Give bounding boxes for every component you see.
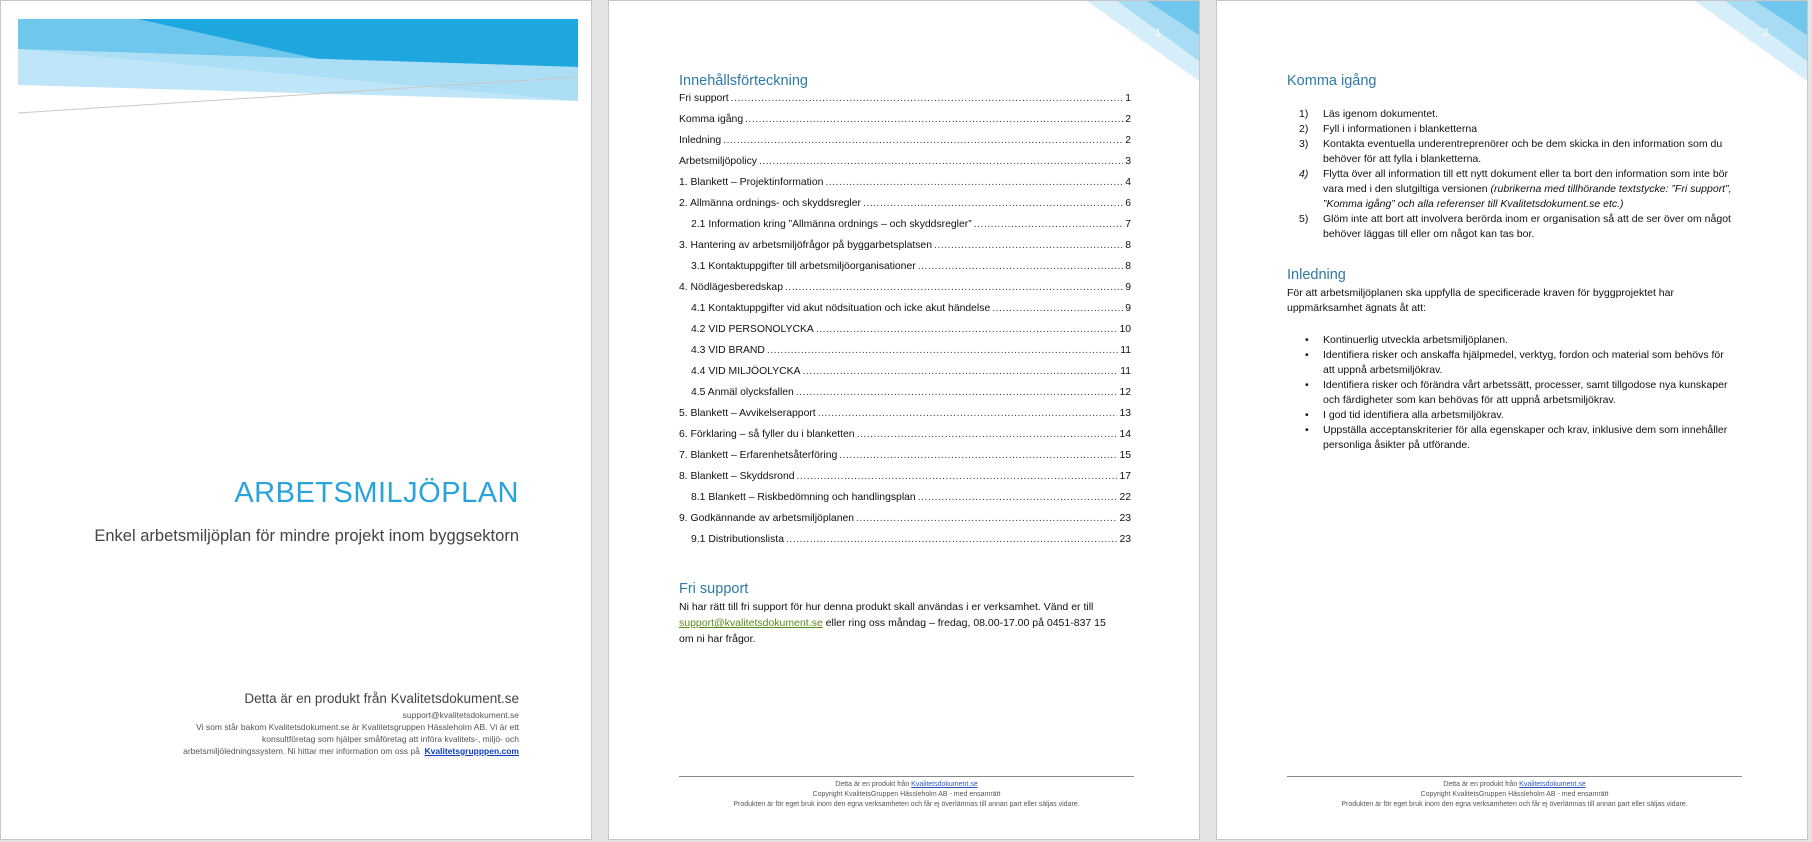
toc-entry-title: 9. Godkännande av arbetsmiljöplanen — [679, 513, 855, 524]
toc-entry-page: 3 — [1125, 156, 1131, 167]
step-text — [1323, 137, 1732, 167]
intro-paragraph: För att arbetsmiljöplanen ska uppfylla de specificerade kraven för byggprojektet har uppmärksamhet ägnats åt att: — [1287, 287, 1674, 314]
page-number: 2 — [1762, 27, 1769, 39]
toc-entry-page: 13 — [1119, 408, 1131, 419]
support-text-3: om ni har frågor. — [679, 633, 756, 645]
support-text-2: eller ring oss måndag – fredag, 08.00-17.00 på 0451-837 15 — [822, 617, 1106, 629]
toc-entry-page: 4 — [1125, 177, 1131, 188]
toc-entry[interactable] — [679, 408, 1131, 429]
toc-entry[interactable] — [679, 93, 1131, 114]
toc-entry-title: 4.5 Anmäl olycksfallen — [691, 387, 794, 398]
toc-entry-title: 2. Allmänna ordnings- och skyddsregler — [679, 198, 861, 209]
step-text-main: Glöm inte att bort att involvera berörda inom er organisation så att de ser över om något behöver läggas till eller om något kan tas bor. — [1323, 213, 1731, 240]
toc-leader-dots — [759, 156, 1123, 167]
toc-leader-dots — [857, 429, 1118, 440]
cover-publisher-block — [99, 691, 519, 757]
toc-entry-page: 23 — [1119, 534, 1131, 545]
toc-entry-page: 15 — [1119, 450, 1131, 461]
toc-entry-title: Fri support — [679, 93, 729, 104]
bullet-icon: • — [1305, 379, 1309, 391]
step-text-main: Fyll i informationen i blanketterna — [1323, 123, 1478, 135]
toc-entry-page: 17 — [1119, 471, 1131, 482]
toc-entry-title: 7. Blankett – Erfarenhetsåterföring — [679, 450, 838, 461]
toc-entry-page: 12 — [1119, 387, 1131, 398]
toc-entry-page: 9 — [1125, 282, 1131, 293]
cover-email: support@kvalitetsdokument.se — [402, 710, 519, 720]
step-text — [1323, 167, 1732, 212]
toc-entry-page: 1 — [1125, 93, 1131, 104]
footer-line-2: Copyright KvalitetsGruppen Hässleholm AB - med ensamrätt — [812, 791, 1001, 798]
toc-leader-dots — [785, 282, 1123, 293]
page-corner-decoration — [1695, 1, 1807, 81]
toc-leader-dots — [974, 219, 1124, 230]
toc-entry[interactable] — [679, 240, 1131, 261]
bullet-text: Kontinuerlig utveckla arbetsmiljöplanen. — [1323, 334, 1509, 346]
support-email-link[interactable]: support@kvalitetsdokument.se — [679, 617, 823, 629]
bullet-item — [1287, 378, 1732, 408]
bullet-icon: • — [1305, 409, 1309, 421]
document-subtitle: Enkel arbetsmiljöplan för mindre projekt inom byggsektorn — [94, 527, 519, 545]
toc-leader-dots — [825, 177, 1123, 188]
toc-entry-title: 3.1 Kontaktuppgifter till arbetsmiljöorganisationer — [691, 261, 916, 272]
toc-leader-dots — [745, 114, 1123, 125]
toc-entry-title: 2.1 Information kring ”Allmänna ordnings – och skyddsregler” — [691, 219, 972, 230]
toc-leader-dots — [818, 408, 1118, 419]
toc-entry-page: 8 — [1125, 240, 1131, 251]
toc-entry-title: 3. Hantering av arbetsmiljöfrågor på byggarbetsplatsen — [679, 240, 932, 251]
step-item — [1287, 167, 1732, 212]
bullet-item — [1287, 423, 1732, 453]
toc-entry-page: 9 — [1125, 303, 1131, 314]
toc-entry-page: 14 — [1119, 429, 1131, 440]
toc-entry[interactable] — [679, 135, 1131, 156]
support-heading: Fri support — [679, 581, 749, 597]
toc-entry[interactable] — [679, 471, 1131, 492]
toc-entry-page: 2 — [1125, 135, 1131, 146]
toc-entry-title: Inledning — [679, 135, 722, 146]
footer-line-1 — [1287, 780, 1742, 790]
step-text — [1323, 212, 1732, 242]
toc-entry-page: 11 — [1120, 366, 1131, 377]
cover-about-text — [99, 721, 519, 757]
toc-entry-title: 1. Blankett – Projektinformation — [679, 177, 824, 188]
toc-leader-dots — [786, 534, 1117, 545]
toc-entry-title: Komma igång — [679, 114, 744, 125]
step-number: 4) — [1299, 168, 1309, 180]
cover-about-line-3 — [99, 745, 519, 757]
step-item — [1287, 212, 1732, 242]
support-text-1: Ni har rätt till fri support för hur denna produkt skall användas i er verksamhet. Vänd er till — [679, 601, 1094, 613]
bullet-item — [1287, 333, 1732, 348]
footer-divider — [1287, 776, 1742, 777]
toc-entry-page: 7 — [1125, 219, 1131, 230]
bullet-icon: • — [1305, 349, 1309, 361]
step-text-italic: (rubrikerna med tillhörande textstycke: ”Fri support”, ”Komma igång” och alla referenser till Kvalitetsdokument.se etc.) — [1323, 183, 1732, 210]
toc-entry[interactable] — [679, 345, 1131, 366]
toc-entry[interactable] — [679, 513, 1131, 534]
toc-entry[interactable] — [679, 156, 1131, 177]
step-text-main: Flytta över all information till ett nytt dokument eller ta bort den information som inte bör vara med i den slutgiltiga versionen — [1323, 168, 1729, 195]
toc-entry-title: 4. Nödlägesberedskap — [679, 282, 783, 293]
toc-entry[interactable] — [679, 177, 1131, 198]
page-number: 1 — [1154, 27, 1161, 39]
toc-leader-dots — [723, 135, 1123, 146]
toc-entry-page: 8 — [1125, 261, 1131, 272]
cover-banner-graphic — [18, 19, 578, 119]
bullet-icon: • — [1305, 334, 1309, 346]
page-footer — [679, 780, 1134, 810]
footer-link[interactable]: Kvalitetsdokument.se — [911, 781, 978, 788]
toc-entry-title: 9.1 Distributionslista — [691, 534, 784, 545]
toc-entry[interactable] — [679, 366, 1131, 387]
toc-entry[interactable] — [679, 429, 1131, 450]
step-number: 3) — [1299, 138, 1309, 150]
step-item — [1287, 122, 1732, 137]
footer-prefix: Detta är en produkt från — [835, 781, 912, 788]
cover-about-link[interactable]: Kvalitetsgrupppen.com — [424, 746, 519, 756]
toc-entry[interactable] — [679, 534, 1131, 555]
toc-entry[interactable] — [679, 387, 1131, 408]
footer-prefix: Detta är en produkt från — [1443, 781, 1520, 788]
toc-entry[interactable] — [679, 303, 1131, 324]
toc-heading: Innehållsförteckning — [679, 73, 808, 89]
footer-link[interactable]: Kvalitetsdokument.se — [1519, 781, 1586, 788]
toc-leader-dots — [767, 345, 1118, 356]
toc-entry-page: 11 — [1120, 345, 1131, 356]
footer-line-3: Produkten är för eget bruk inom den egna verksamheten och får ej överlämnas till annan part eller säljas vidare. — [733, 801, 1080, 808]
toc-leader-dots — [934, 240, 1123, 251]
toc-leader-dots — [992, 303, 1123, 314]
toc-entry-title: 4.3 VID BRAND — [691, 345, 765, 356]
toc-entry[interactable] — [679, 324, 1131, 345]
toc-entry[interactable] — [679, 261, 1131, 282]
toc-entry-title: 4.4 VID MILJÖOLYCKA — [691, 366, 801, 377]
step-item — [1287, 137, 1732, 167]
footer-divider — [679, 776, 1134, 777]
document-title: ARBETSMILJÖPLAN — [234, 477, 519, 509]
cover-about-line-3-text: arbetsmiljöledningssystem. Ni hittar mer information om oss på — [183, 746, 420, 756]
step-text-main: Kontakta eventuella underentreprenörer och be dem skicka in den information som du behöver för att fylla i blanketterna. — [1323, 138, 1723, 165]
toc-leader-dots — [918, 492, 1118, 503]
toc-entry-page: 23 — [1119, 513, 1131, 524]
toc-entry-title: 6. Förklaring – så fyller du i blanketten — [679, 429, 855, 440]
toc-leader-dots — [803, 366, 1119, 377]
bullet-text: Identifiera risker och anskaffa hjälpmedel, verktyg, fordon och material som behövs för att uppnå arbetsmiljökrav. — [1323, 349, 1724, 376]
toc-leader-dots — [816, 324, 1118, 335]
toc-leader-dots — [797, 471, 1118, 482]
toc-leader-dots — [918, 261, 1124, 272]
toc-entry[interactable] — [679, 492, 1131, 513]
page-1 — [608, 0, 1200, 840]
page-footer — [1287, 780, 1742, 810]
cover-page — [0, 0, 592, 840]
toc-leader-dots — [796, 387, 1118, 398]
toc-entry[interactable] — [679, 198, 1131, 219]
toc-entry-title: 8.1 Blankett – Riskbedömning och handlingsplan — [691, 492, 916, 503]
toc-leader-dots — [839, 450, 1117, 461]
table-of-contents — [679, 93, 1131, 555]
bullet-text: Identifiera risker och förändra vårt arbetssätt, processer, samt tillgodose nya kunskaper och färdigheter som kan behövas för att uppnå arbetsmiljökrav. — [1323, 379, 1728, 406]
intro-bullet-list — [1287, 333, 1732, 453]
cover-about-line-2: konsultföretag som hjälper småföretag att införa kvalitets-, miljö- och — [261, 734, 519, 744]
toc-entry-page: 10 — [1119, 324, 1131, 335]
page-2 — [1216, 0, 1808, 840]
toc-entry[interactable] — [679, 282, 1131, 303]
step-text — [1323, 122, 1732, 137]
step-text — [1323, 107, 1732, 122]
toc-entry-page: 6 — [1125, 198, 1131, 209]
toc-leader-dots — [731, 93, 1124, 104]
bullet-text: I god tid identifiera alla arbetsmiljökrav. — [1323, 409, 1504, 421]
start-heading: Komma igång — [1287, 73, 1377, 89]
toc-entry-title: 4.2 VID PERSONOLYCKA — [691, 324, 814, 335]
step-number: 5) — [1299, 213, 1309, 225]
intro-heading: Inledning — [1287, 267, 1346, 283]
page-corner-decoration — [1087, 1, 1199, 81]
toc-entry-title: Arbetsmiljöpolicy — [679, 156, 757, 167]
footer-line-3: Produkten är för eget bruk inom den egna verksamheten och får ej överlämnas till annan part eller säljas vidare. — [1341, 801, 1688, 808]
step-number: 1) — [1299, 108, 1309, 120]
cover-about-line-1: Vi som står bakom Kvalitetsdokument.se är Kvalitetsgruppen Hässleholm AB. Vi är ett — [196, 722, 519, 732]
toc-entry-title: 4.1 Kontaktuppgifter vid akut nödsituation och icke akut händelse — [691, 303, 991, 314]
bullet-text: Uppställa acceptanskriterier för alla egenskaper och krav, inklusive dem som innehåller personliga åsikter på utförande. — [1323, 424, 1728, 451]
bullet-icon: • — [1305, 424, 1309, 436]
toc-entry-page: 22 — [1119, 492, 1131, 503]
toc-entry[interactable] — [679, 114, 1131, 135]
getting-started-steps — [1287, 107, 1732, 242]
toc-leader-dots — [856, 513, 1117, 524]
toc-entry-title: 8. Blankett – Skyddsrond — [679, 471, 795, 482]
footer-line-1 — [679, 780, 1134, 790]
footer-line-2: Copyright KvalitetsGruppen Hässleholm AB - med ensamrätt — [1420, 791, 1609, 798]
toc-leader-dots — [863, 198, 1123, 209]
toc-entry[interactable] — [679, 450, 1131, 471]
toc-entry[interactable] — [679, 219, 1131, 240]
step-item — [1287, 107, 1732, 122]
support-paragraph — [679, 599, 1139, 647]
toc-entry-page: 2 — [1125, 114, 1131, 125]
cover-product-line: Detta är en produkt från Kvalitetsdokument.se — [244, 691, 519, 706]
bullet-item — [1287, 408, 1732, 423]
bullet-item — [1287, 348, 1732, 378]
step-text-main: Läs igenom dokumentet. — [1323, 108, 1438, 120]
toc-entry-title: 5. Blankett – Avvikelserapport — [679, 408, 816, 419]
step-number: 2) — [1299, 123, 1309, 135]
